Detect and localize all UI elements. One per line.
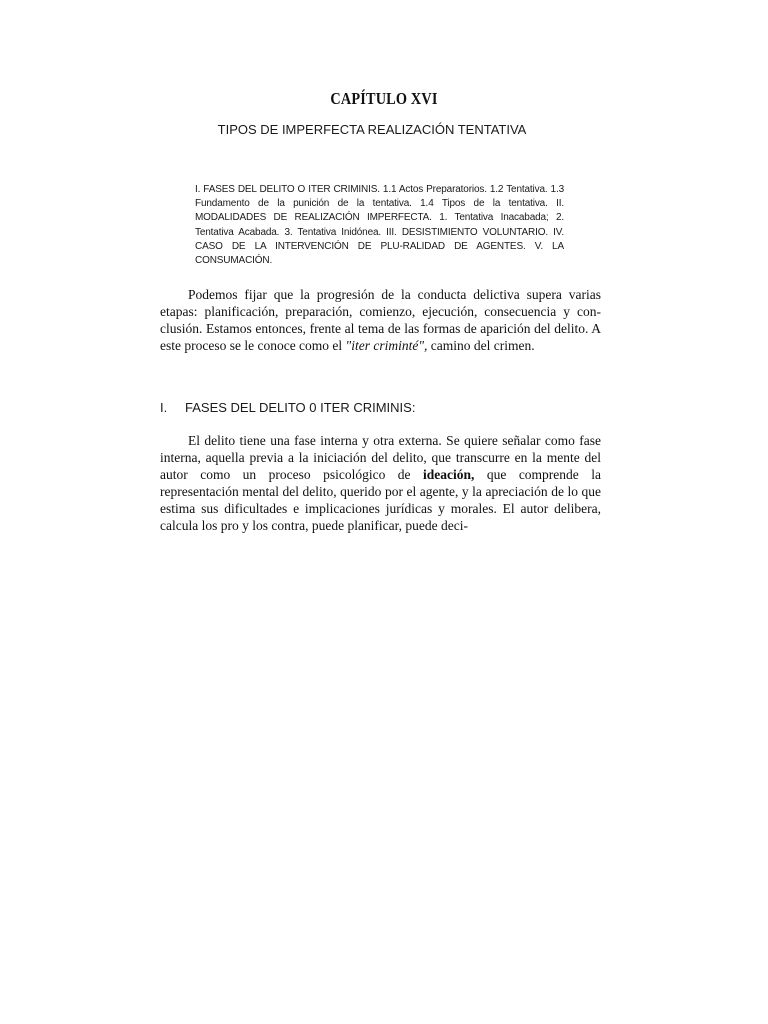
- chapter-title: CAPÍTULO XVI: [330, 89, 438, 108]
- chapter-subtitle: TIPOS DE IMPERFECTA REALIZACIÓN TENTATIVA: [217, 122, 527, 137]
- paragraph-fases: [160, 432, 601, 534]
- section-heading: [160, 400, 415, 415]
- paragraph-intro-text: Podemos fijar que la progresión de la conducta delictiva supera varias etapas: planificación, preparación, comienzo, ejecución, consecuencia y con-clusión. Estamos entonces, frente al tema de las formas de aparición del delito. A este proceso se le conoce como el: [160, 287, 601, 353]
- paragraph-fases-tail: que comprende la representación mental del delito, querido por el agente, y la apreciación de lo que estima sus dificultades e implicaciones jurídicas y morales. El autor delibera, calcula los pro y los contra, puede planificar, puede deci-: [160, 467, 601, 533]
- section-number: I.: [160, 400, 168, 415]
- paragraph-intro-tail: camino del crimen.: [427, 338, 535, 353]
- chapter-summary: I. FASES DEL DELITO O ITER CRIMINIS. 1.1 Actos Preparatorios. 1.2 Tentativa. 1.3 Fundamento de la punición de la tentativa. 1.4 Tipos de la tentativa. II. MODALIDADES DE REALIZACIÓN IMPERFECTA. 1. Tentativa Inacabada; 2. Tentativa Acabada. 3. Tentativa Inidónea. III. DESISTIMIENTO VOLUNTARIO. IV. CASO DE LA INTERVENCIÓN DE PLU-RALIDAD DE AGENTES. V. LA CONSUMACIÓN.: [195, 184, 564, 267]
- paragraph-intro: [160, 286, 601, 354]
- section-title: FASES DEL DELITO 0 ITER CRIMINIS:: [185, 400, 416, 415]
- paragraph-fases-bold: ideación,: [423, 467, 475, 482]
- paragraph-fases-text: El delito tiene una fase interna y otra externa. Se quiere señalar como fase interna, aquella previa a la iniciación del delito, que transcurre en la mente del autor como un proceso psicológico de: [160, 433, 601, 482]
- paragraph-intro-emphasis: "iter criminté",: [345, 338, 428, 353]
